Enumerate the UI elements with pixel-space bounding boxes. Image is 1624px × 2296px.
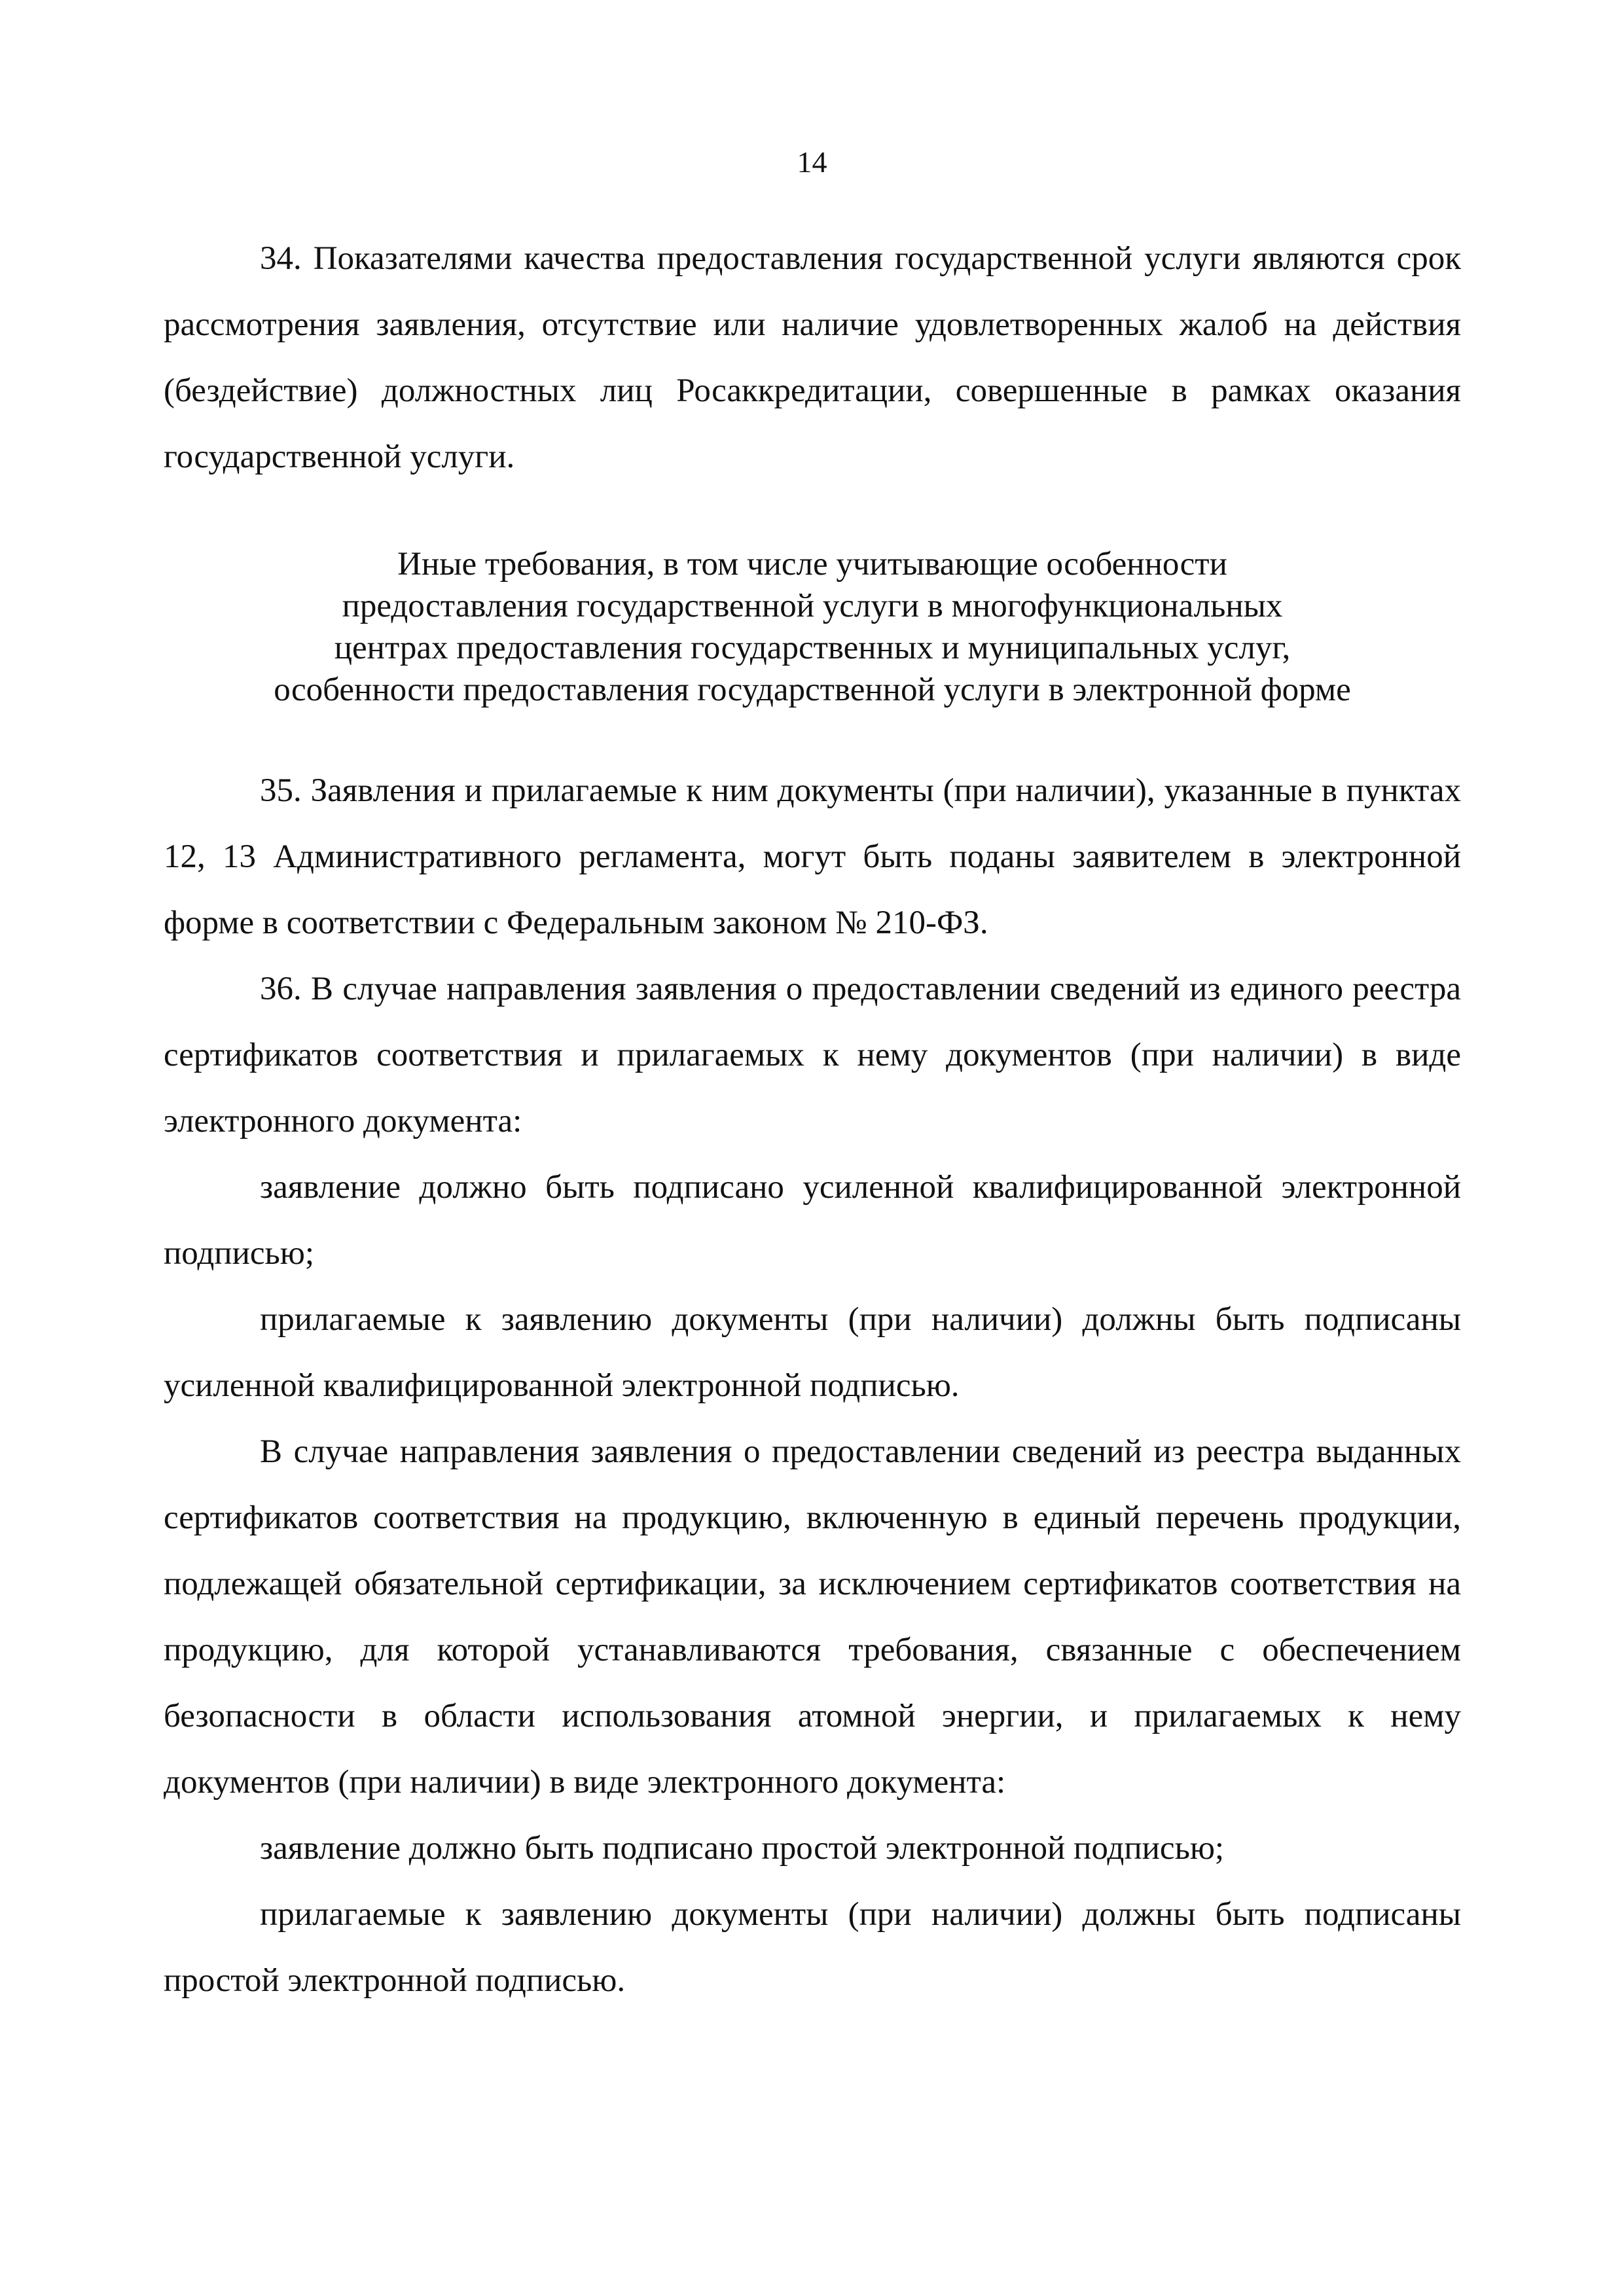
section-heading-line-3: центрах предоставления государственных и муниципальных услуг, xyxy=(334,630,1291,666)
paragraph-36-item-2: прилагаемые к заявлению документы (при наличии) должны быть подписаны усиленной квалифицированной электронной подписью. xyxy=(164,1301,1461,1404)
paragraph-34: 34. Показателями качества предоставления государственной услуги являются срок рассмотрения заявления, отсутствие или наличие удовлетворенных жалоб на действия (бездействие) должностных лиц Росаккредитации, совершенные в рамках оказания государственной услуги. xyxy=(164,240,1461,475)
paragraph-36-item-1: заявление должно быть подписано усиленной квалифицированной электронной подписью; xyxy=(164,1169,1461,1272)
paragraph-35: 35. Заявления и прилагаемые к ним документы (при наличии), указанные в пунктах 12, 13 Административного регламента, могут быть поданы заявителем в электронной форме в соответствии с Федеральным законом № 210-ФЗ. xyxy=(164,772,1461,941)
section-heading-line-4: особенности предоставления государственной услуги в электронной форме xyxy=(274,672,1351,708)
paragraph-36-item-4: прилагаемые к заявлению документы (при наличии) должны быть подписаны простой электронной подписью. xyxy=(164,1896,1461,1999)
paragraph-36-item-3: заявление должно быть подписано простой электронной подписью; xyxy=(260,1830,1225,1867)
section-heading-line-2: предоставления государственной услуги в многофункциональных xyxy=(342,588,1283,624)
section-heading xyxy=(164,543,1461,711)
page-number: 14 xyxy=(797,145,827,179)
paragraph-36-second-case: В случае направления заявления о предоставлении сведений из реестра выданных сертификатов соответствия на продукцию, включенную в единый перечень продукции, подлежащей обязательной сертификации, за исключением сертификатов соответствия на продукцию, для которой устанавливаются требования, связанные с обеспечением безопасности в области использования атомной энергии, и прилагаемых к нему документов (при наличии) в виде электронного документа: xyxy=(164,1433,1461,1801)
document-body xyxy=(164,226,1461,2014)
paragraph-36: 36. В случае направления заявления о предоставлении сведений из единого реестра сертификатов соответствия и прилагаемых к нему документов (при наличии) в виде электронного документа: xyxy=(164,971,1461,1139)
section-heading-line-1: Иные требования, в том числе учитывающие особенности xyxy=(397,546,1227,583)
